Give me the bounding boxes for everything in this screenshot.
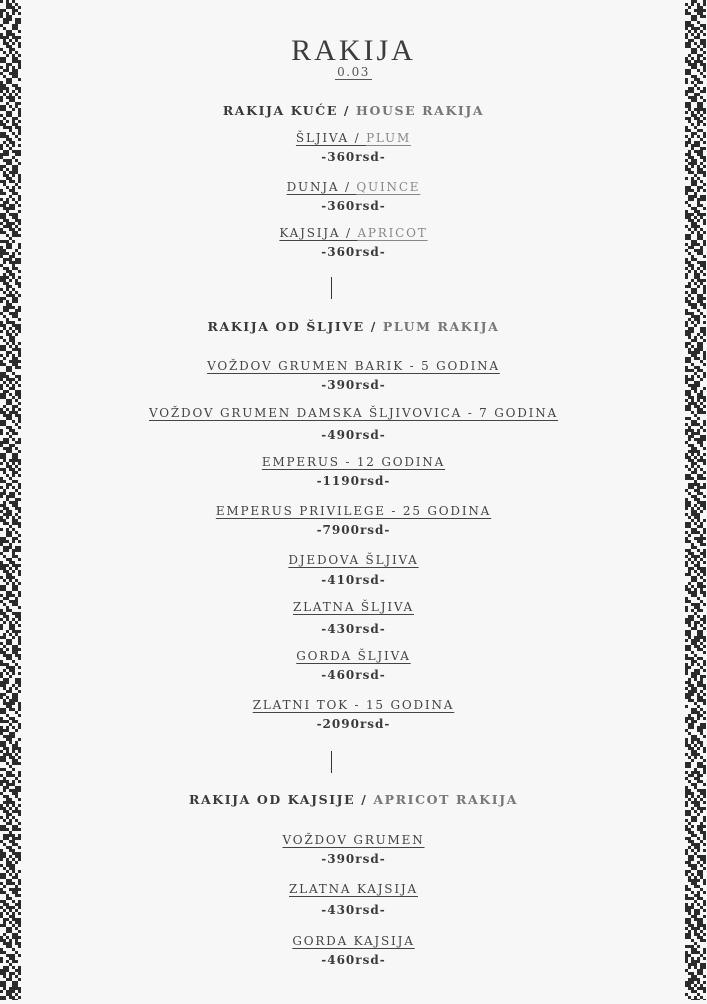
menu-item: VOŽDOV GRUMEN DAMSKA ŠLJIVOVICA - 7 GODINA: [149, 406, 558, 420]
menu-item: ZLATNA KAJSIJA: [289, 882, 418, 896]
menu-item: GORDA ŠLJIVA: [296, 649, 411, 663]
item-price: -430rsd-: [321, 903, 386, 917]
item-price: -360rsd-: [321, 150, 386, 164]
item-price: -2090rsd-: [316, 717, 391, 731]
menu-item: VOŽDOV GRUMEN: [282, 833, 425, 847]
serving-size: [22, 65, 685, 79]
menu-item: VOŽDOV GRUMEN BARIK - 5 GODINA: [207, 359, 500, 373]
serving-size-value: 0.03: [337, 65, 370, 79]
section-divider: [331, 751, 332, 773]
menu-item: ŠLJIVA / PLUM: [295, 131, 412, 145]
item-price: -1190rsd-: [316, 474, 391, 488]
item-price: -410rsd-: [321, 573, 386, 587]
page-title: RAKIJA: [291, 34, 416, 67]
menu-page: [22, 0, 685, 1000]
item-price: -360rsd-: [321, 199, 386, 213]
item-price: -430rsd-: [321, 622, 386, 636]
section-title-house: RAKIJA KUĆE / HOUSE RAKIJA: [222, 103, 485, 118]
item-price: -390rsd-: [321, 378, 386, 392]
item-price: -460rsd-: [321, 953, 386, 967]
menu-item: EMPERUS PRIVILEGE - 25 GODINA: [215, 504, 492, 518]
item-price: -390rsd-: [321, 852, 386, 866]
menu-item: KAJSIJA / APRICOT: [279, 226, 428, 240]
menu-item: EMPERUS - 12 GODINA: [261, 455, 446, 469]
menu-item: ZLATNI TOK - 15 GODINA: [252, 698, 455, 712]
item-price: -490rsd-: [321, 428, 386, 442]
section-title-plum: RAKIJA OD ŠLJIVE / PLUM RAKIJA: [207, 319, 500, 334]
menu-item: ZLATNA ŠLJIVA: [293, 600, 414, 614]
item-price: -460rsd-: [321, 668, 386, 682]
item-price: -7900rsd-: [316, 523, 391, 537]
item-price: -360rsd-: [321, 245, 386, 259]
menu-item: GORDA KAJSIJA: [292, 934, 415, 948]
section-divider: [331, 277, 332, 299]
section-title-apricot: RAKIJA OD KAJSIJE / APRICOT RAKIJA: [188, 792, 519, 807]
decorative-border-right: [685, 0, 707, 1000]
decorative-border-left: [0, 0, 22, 1000]
menu-item: DUNJA / QUINCE: [286, 180, 421, 194]
menu-item: DJEDOVA ŠLJIVA: [288, 553, 419, 567]
